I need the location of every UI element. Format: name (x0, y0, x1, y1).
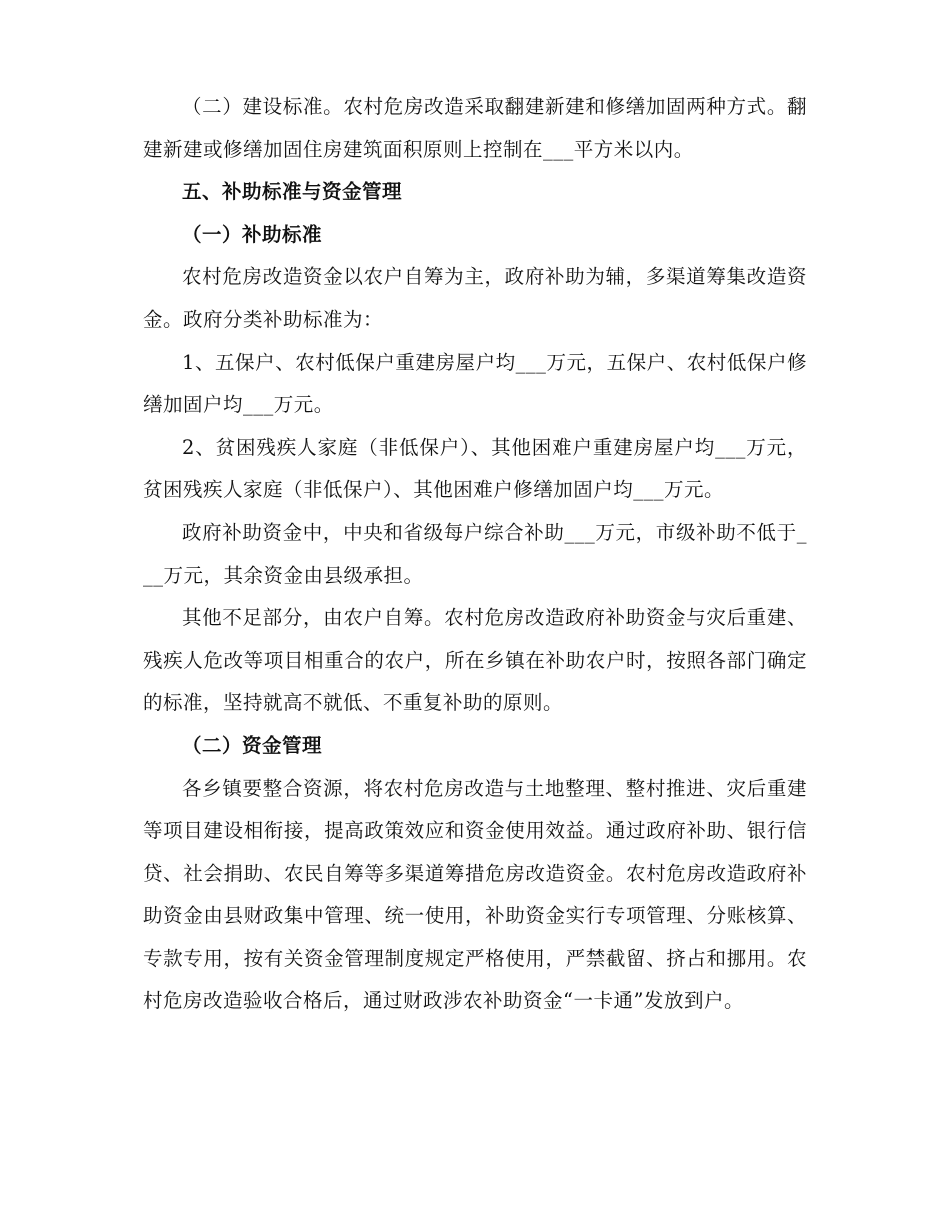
paragraph-item-1: 1、五保户、农村低保户重建房屋户均___万元，五保户、农村低保户修缮加固户均___万元。 (143, 350, 807, 417)
paragraph-subsidy-intro: 农村危房改造资金以农户自筹为主，政府补助为辅，多渠道筹集改造资金。政府分类补助标准为： (143, 265, 807, 331)
paragraph-construction-standard: （二）建设标准。农村危房改造采取翻建新建和修缮加固两种方式。翻建新建或修缮加固住房建筑面积原则上控制在___平方米以内。 (143, 95, 807, 161)
paragraph-shortfall: 其他不足部分，由农户自筹。农村危房改造政府补助资金与灾后重建、残疾人危改等项目相重合的农户，所在乡镇在补助农户时，按照各部门确定的标准，坚持就高不就低、不重复补助的原则。 (143, 606, 807, 715)
document-body (143, 86, 807, 1023)
subsection-heading-subsidy-standard: （一）补助标准 (182, 222, 323, 246)
paragraph-gov-funding: 政府补助资金中，中央和省级每户综合补助___万元，市级补助不低于___万元，其余资金由县级承担。 (143, 520, 807, 587)
paragraph-fund-management: 各乡镇要整合资源，将农村危房改造与土地整理、整村推进、灾后重建等项目建设相衔接，提高政策效应和资金使用效益。通过政府补助、银行信贷、社会捐助、农民自筹等多渠道筹措危房改造资金。农村危房改造政府补助资金由县财政集中管理、统一使用，补助资金实行专项管理、分账核算、专款专用，按有关资金管理制度规定严格使用，严禁截留、挤占和挪用。农村危房改造验收合格后，通过财政涉农补助资金“一卡通”发放到户。 (143, 776, 807, 1013)
subsection-heading-fund-management: （二）资金管理 (182, 733, 323, 757)
section-heading-subsidy-and-fund-management: 五、补助标准与资金管理 (182, 180, 403, 204)
paragraph-item-2: 2、贫困残疾人家庭（非低保户）、其他困难户重建房屋户均___万元，贫困残疾人家庭（非低保户）、其他困难户修缮加固户均___万元。 (143, 435, 807, 502)
